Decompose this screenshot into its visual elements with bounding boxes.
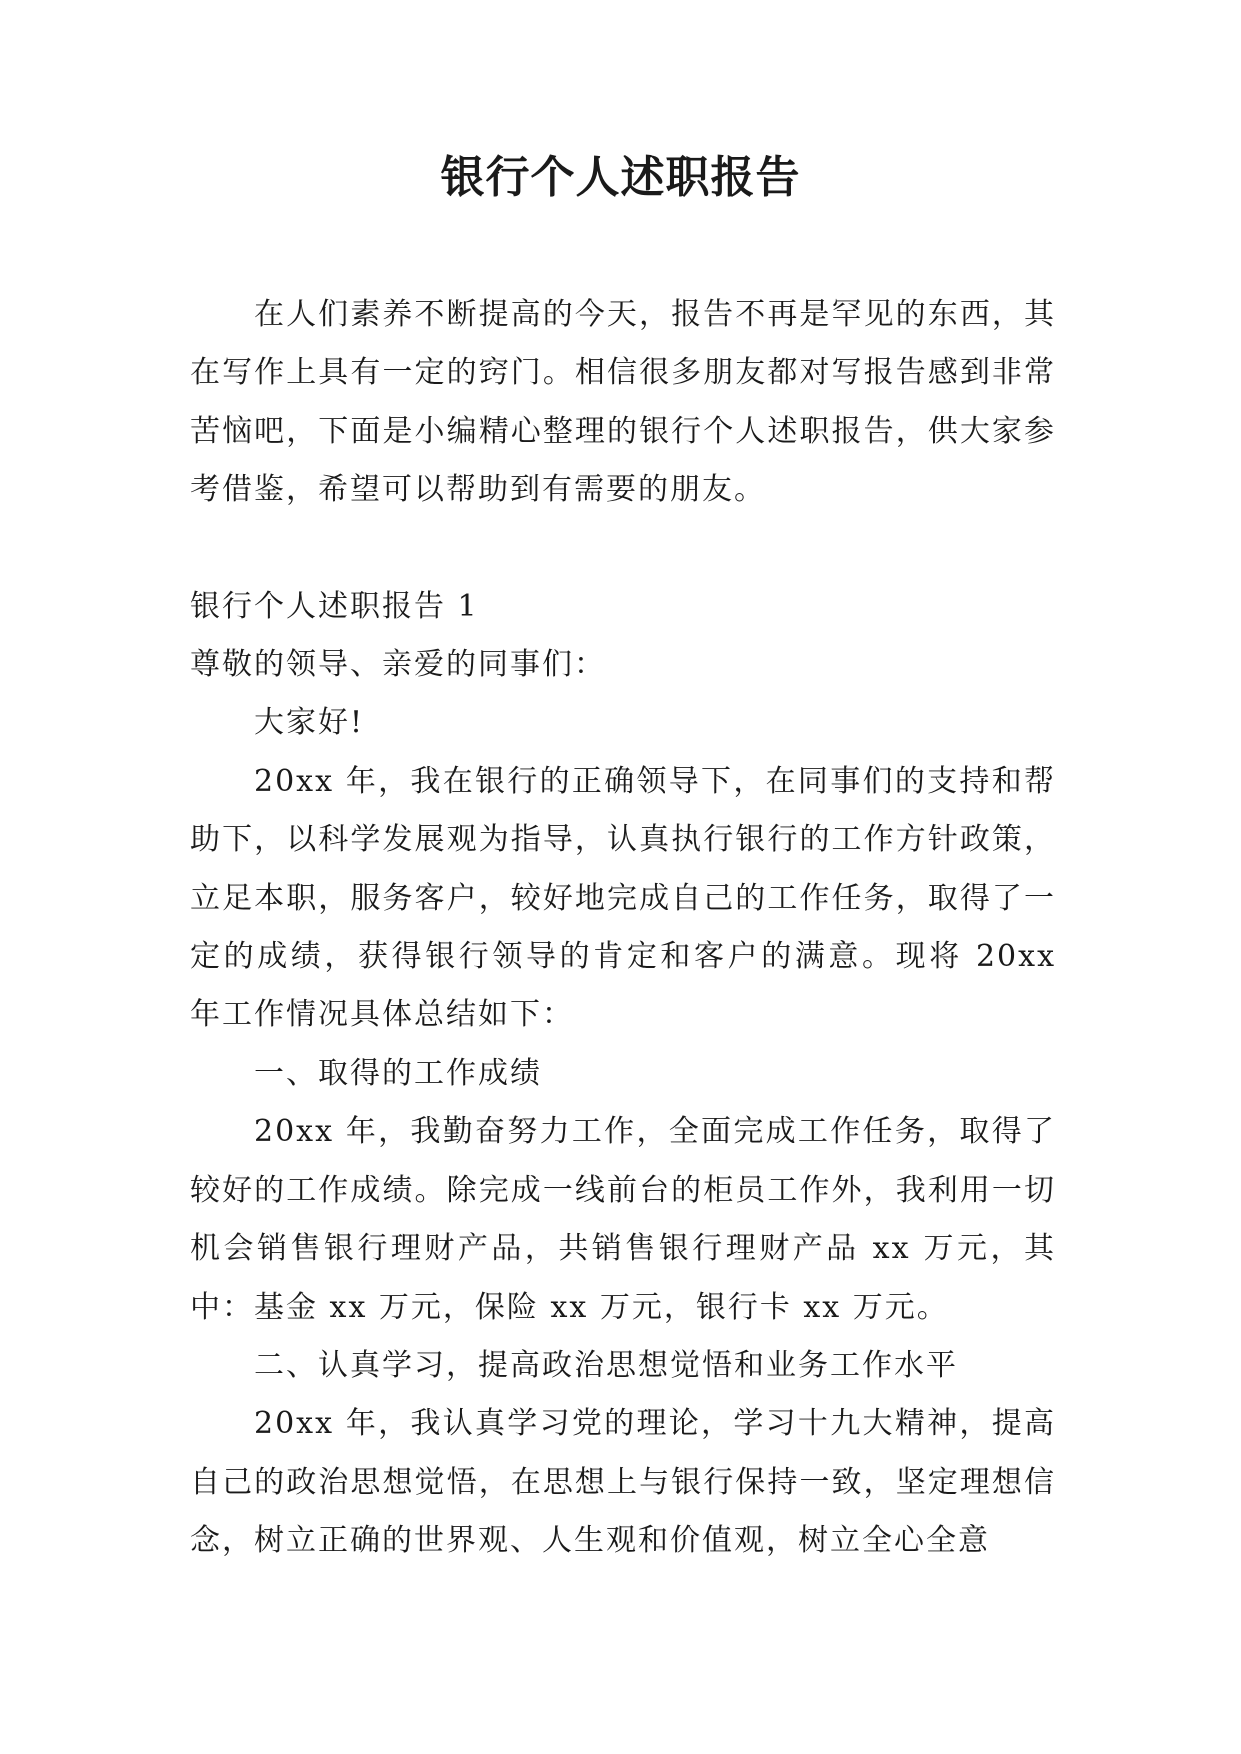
body-paragraph: 20xx 年，我勤奋努力工作，全面完成工作任务，取得了较好的工作成绩。除完成一线前台的柜员工作外，我利用一切机会销售银行理财产品，共销售银行理财产品 xx 万元，其中：基金 xx 万元，保险 xx 万元，银行卡 xx 万元。 — [190, 1114, 1056, 1325]
intro-paragraph: 在人们素养不断提高的今天，报告不再是罕见的东西，其在写作上具有一定的窍门。相信很多朋友都对写报告感到非常苦恼吧，下面是小编精心整理的银行个人述职报告，供大家参考借鉴，希望可以帮助到有需要的朋友。 — [190, 297, 1056, 508]
document-title: 银行个人述职报告 — [440, 152, 801, 203]
section-title: 银行个人述职报告 1 — [190, 588, 479, 624]
document-body — [190, 286, 1056, 1571]
subheading-achievements: 一、取得的工作成绩 — [254, 1055, 542, 1091]
body-paragraph: 20xx 年，我在银行的正确领导下，在同事们的支持和帮助下，以科学发展观为指导，认真执行银行的工作方针政策，立足本职，服务客户，较好地完成自己的工作任务，取得了一定的成绩，获得银行领导的肯定和客户的满意。现将 20xx 年工作情况具体总结如下： — [190, 763, 1056, 1033]
body-paragraph: 20xx 年，我认真学习党的理论，学习十九大精神，提高自己的政治思想觉悟，在思想上与银行保持一致，坚定理想信念，树立正确的世界观、人生观和价值观，树立全心全意 — [190, 1406, 1056, 1559]
subheading-study: 二、认真学习，提高政治思想觉悟和业务工作水平 — [254, 1347, 958, 1383]
salutation: 尊敬的领导、亲爱的同事们： — [190, 647, 606, 683]
greeting: 大家好! — [254, 705, 365, 741]
paragraph-gap — [190, 520, 1056, 578]
